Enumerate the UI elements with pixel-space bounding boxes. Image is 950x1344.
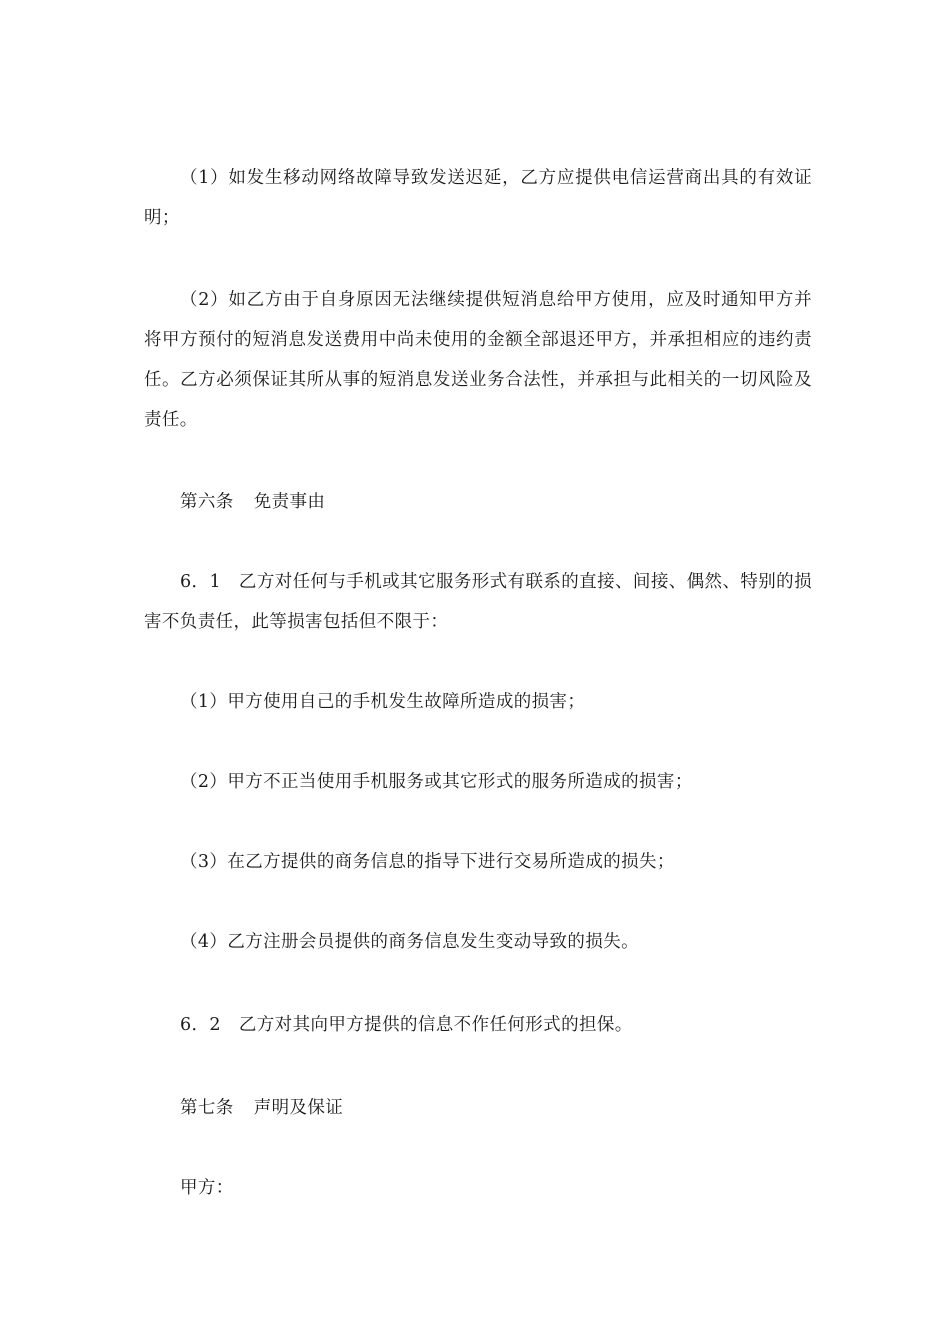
clause-paragraph-1: （1）如发生移动网络故障导致发送迟延，乙方应提供电信运营商出具的有效证明；: [144, 168, 812, 228]
party-a-label: 甲方：: [180, 1178, 234, 1198]
clause-6-1: 6．1 乙方对任何与手机或其它服务形式有联系的直接、间接、偶然、特别的损害不负责任，此等损害包括但不限于：: [144, 572, 812, 632]
article-six-number: 第六条: [180, 492, 234, 512]
article-six-title: 免责事由: [253, 492, 326, 512]
article-seven-heading: [144, 1088, 812, 1128]
clause-6-1-item-1: （1）甲方使用自己的手机发生故障所造成的损害；: [180, 692, 586, 712]
article-six-heading: [144, 482, 812, 522]
article-seven-title: 声明及保证: [253, 1098, 344, 1118]
clause-6-1-item-2: （2）甲方不正当使用手机服务或其它形式的服务所造成的损害；: [180, 772, 693, 792]
clause-6-1-item-4: （4）乙方注册会员提供的商务信息发生变动导致的损失。: [180, 932, 640, 952]
article-seven-number: 第七条: [180, 1098, 234, 1118]
clause-paragraph-2: （2）如乙方由于自身原因无法继续提供短消息给甲方使用，应及时通知甲方并将甲方预付的短消息发送费用中尚未使用的金额全部退还甲方，并承担相应的违约责任。乙方必须保证其所从事的短消息发送业务合法性，并承担与此相关的一切风险及责任。: [144, 290, 812, 430]
clause-6-1-item-3: （3）在乙方提供的商务信息的指导下进行交易所造成的损失；: [180, 852, 675, 872]
clause-6-2: 6．2 乙方对其向甲方提供的信息不作任何形式的担保。: [180, 1015, 633, 1035]
